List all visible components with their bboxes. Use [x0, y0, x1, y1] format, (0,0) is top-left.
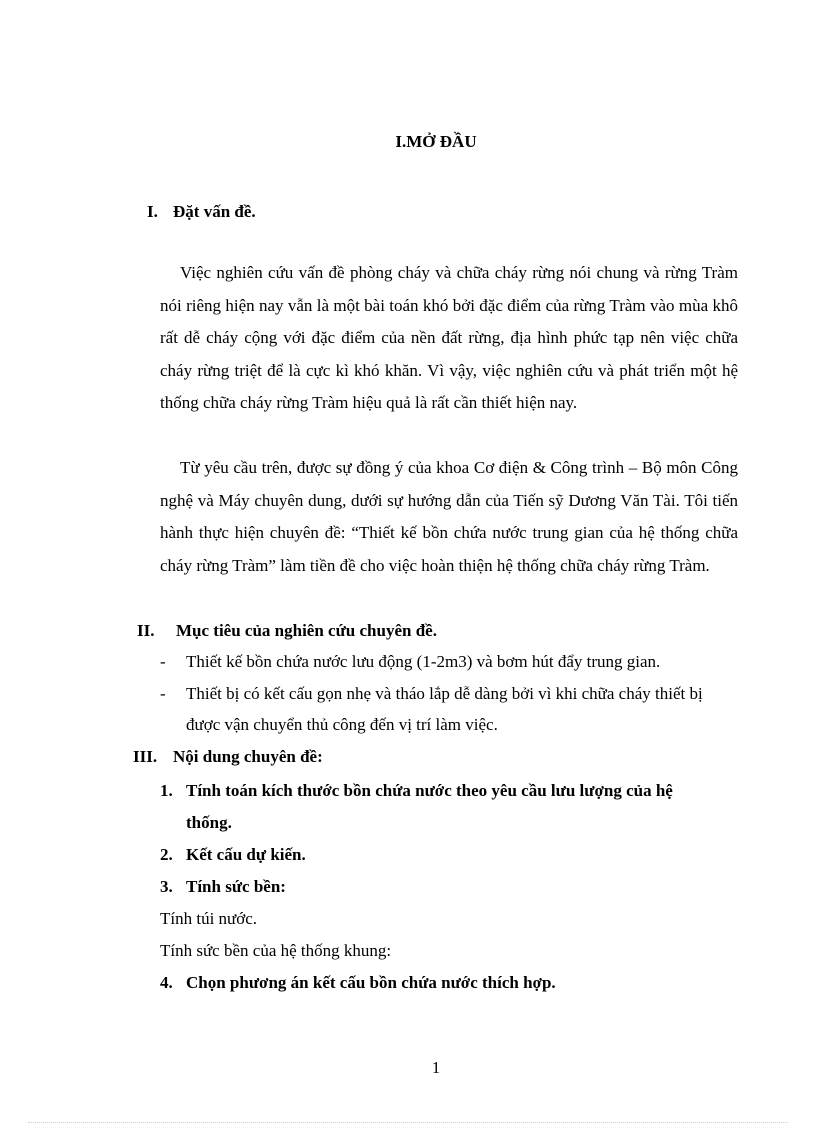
- body-text-tui-nuoc: Tính túi nước.: [160, 909, 258, 928]
- item-1-number: 1.: [160, 781, 173, 800]
- body-text-he-thong-khung: Tính sức bền của hệ thống khung:: [160, 941, 392, 960]
- item-3-number: 3.: [160, 877, 173, 896]
- section-1-number: I.: [147, 202, 158, 221]
- bullet-2-text-line-2: được vận chuyển thủ công đến vị trí làm việc.: [186, 715, 498, 734]
- section-3-heading: Nội dung chuyên đề:: [173, 747, 323, 766]
- section-2-heading: Mục tiêu của nghiên cứu chuyên đề.: [176, 621, 437, 640]
- item-1-text-line-1: Tính toán kích thước bồn chứa nước theo yêu cầu lưu lượng của hệ: [186, 781, 673, 800]
- item-2-number: 2.: [160, 845, 173, 864]
- item-4-number: 4.: [160, 973, 173, 992]
- bullet-1-text: Thiết kế bồn chứa nước lưu động (1-2m3) và bơm hút đẩy trung gian.: [186, 652, 661, 671]
- page-number: 1: [431, 1058, 441, 1077]
- page-title: I.MỞ ĐẦU: [395, 132, 477, 151]
- item-4-text: Chọn phương án kết cấu bồn chứa nước thích hợp.: [186, 973, 556, 992]
- section-1-heading: Đặt vấn đề.: [173, 202, 256, 221]
- section-1-paragraph-2: Từ yêu cầu trên, được sự đồng ý của khoa Cơ điện & Công trình – Bộ môn Công nghệ và Máy chuyên dung, dưới sự hướng dẫn của Tiến sỹ Dương Văn Tài. Tôi tiến hành thực hiện chuyên đề: “Thiết kế bồn chứa nước trung gian của hệ thống chữa cháy rừng Tràm” làm tiền đề cho việc hoàn thiện hệ thống chữa cháy rừng Tràm.: [160, 458, 738, 575]
- bullet-marker-1: -: [160, 652, 166, 671]
- item-1-text-line-2: thống.: [186, 813, 232, 832]
- item-2-text: Kết cấu dự kiến.: [186, 845, 306, 864]
- section-1-paragraph-1: Việc nghiên cứu vấn đề phòng cháy và chữa cháy rừng nói chung và rừng Tràm nói riêng hiện nay vẫn là một bài toán khó bởi đặc điểm của rừng Tràm vào mùa khô rất dễ cháy cộng với đặc điểm của nền đất rừng, địa hình phức tạp nên việc chữa cháy rừng triệt để là cực kì khó khăn. Vì vậy, việc nghiên cứu và phát triển một hệ thống chữa cháy rừng Tràm hiệu quả là rất cần thiết hiện nay.: [160, 263, 738, 412]
- section-3-number: III.: [133, 747, 158, 766]
- bullet-marker-2: -: [160, 684, 166, 703]
- section-2-number: II.: [137, 621, 155, 640]
- bullet-2-text-line-1: Thiết bị có kết cấu gọn nhẹ và tháo lắp dễ dàng bởi vì khi chữa cháy thiết bị: [186, 684, 703, 703]
- item-3-text: Tính sức bền:: [186, 877, 286, 896]
